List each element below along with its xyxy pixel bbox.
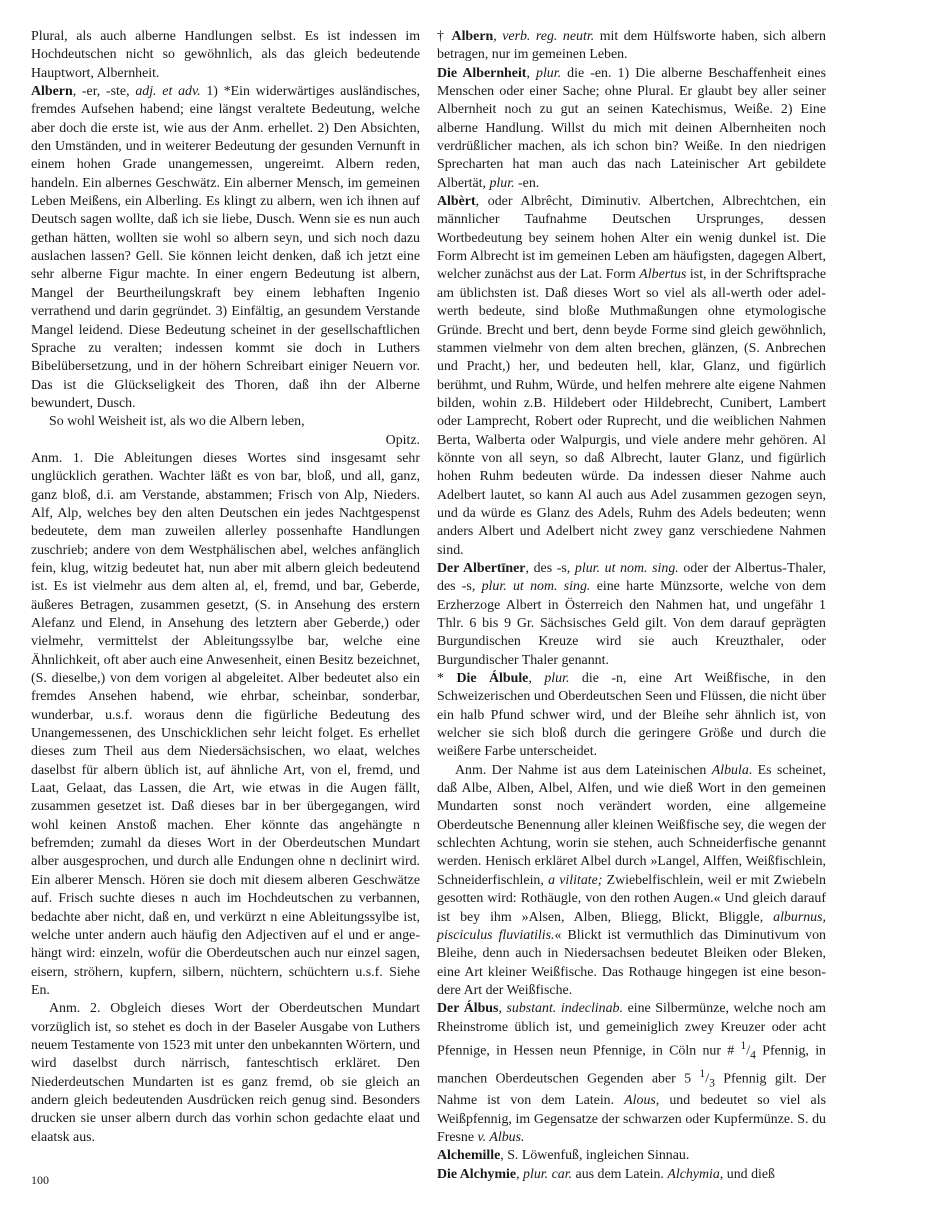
- right-column: † Albern, verb. reg. neutr. mit dem Hülfsworte haben, sich albern betragen, nur im gemeinen Leben. Die Albernheit, plur. die -en. 1) Die alberne Beschaffenheit eines Menschen oder einer Sache; ohne Plural. Er glaubt bey aller seiner Albernheit noch zu gut an seinen Katechismus, Weiße. 2) Eine alberne Handlung. Willst du mich mit deinen Albernheiten noch verdrüßlicher machen, als ich schon bin? Weiße. In den niedrigen Sprecharten hat man auch das nach Lateinischer Art gebildete Albertät, plur. -en. Albèrt, oder Albrêcht, Diminutiv. Albertchen, Albrechtchen, ein männlicher Taufnahme Deutschen Ursprunges, dessen Wortbedeutung bey seinem hohen Alter ein wenig dunkel ist. Die Form Albrecht ist im gemeinen Leben am häufigsten, dagegen Albert, welcher zunächst aus der Lat. Form Albertus ist, in der Schriftsprache am üblichsten ist. Daß dieses Wort so viel als all-werth oder adel-werth bedeute, sind bloße Muthmaßungen ohne etymologische Gründe. Brecht und bert, denn beyde Forme sind gleich gewöhnlich, stammen vielmehr von dem alten brechen, glänzen, (S. Anbrechen und Pracht,) her, und bedeuten hell, klar, Glanz, und figürlich berühmt, und Ruhm, Würde, und helfen mehrere alte eigene Nahmen bilden, wohin z.B. Hildebert oder Hildebrecht, Cunibert, Lambert oder Lamprecht, Robert oder Ruprecht, und die weiblichen Nahmen Berta, Walberta oder Walpurgis, und viele andere mehr gehören. Al könnte von all seyn, so daß Albrecht, lauter Glanz, und figürlich hohen Ruhm bedeuten würde. Da indessen dieser Nahme auch Adelbert lautet, so kann Al auch aus Adel zusammen gezogen seyn, und da würde es Glanz des Adels, Ruhm des Adels bedeuten; wenn anders Albert und Adelbert nicht zwey ganz verschiedene Nahmen sind. Der Albertīner, des -s, plur. ut nom. sing. oder der Albertus-Thaler, des -s, plur. ut nom. sing. eine harte Münzsorte, welche von dem Erzherzoge Albert in Österreich den Nahmen hat, und ungefähr 1 Thlr. 6 bis 9 Gr. Sächsisches Geld gilt. Von dem darauf geprägten Burgundischen Kreuze wird sie auch Kreuzthaler, oder Burgundischer Thaler genannt. * Die Álbule, plur. die -n, eine Art Weißfische, in den Schweizerischen und Oberdeutschen Seen und Flüssen, die nicht über ein halb Pfund schwer wird, und der Bleihe sehr ähnlich ist, von welcher sie sich bloß durch die geringere Größe und durch die weißere Farbe unterscheidet. Anm. Der Nahme ist aus dem Lateinischen Albula. Es scheinet, daß Albe, Alben, Albel, Alfen, und wie dieß Wort in den gemeinen Mundarten sonst noch verändert worden, eine allgemeine Oberdeutsche Benennung aller kleinen Weißfische sey, die wegen der schlechten Achtung, worin sie stehen, auch Schneiderfische genannt werden. Henisch erkläret Albel durch »Langel, Alffen, Weißfischlein, Schneiderfischlein, a vilitate; Zwiebelfischlein, weil er mit Zwiebeln gesotten wird: Rothäugle, von den rothen Augen.« Und gleich darauf ist bey ihm »Alsen, Alben, Bliegg, Blickt, Bliggle, alburnus, pisciculus fluviatilis.« Blickt ist vermuthlich das Diminutivum von Bleihe, denn auch in Niedersachsen bedeutet Bleiken oder Bleken, eine Art kleiner Weißfische. Das Rothauge hingegen ist eine besondere Art der Weißfische. Der Álbus, substant. indeclinab. eine Silbermünze, welche noch am Rheinstrome üblich ist, und gemeiniglich zwey Kreuzer oder acht Pfennige, in Hessen neun Pfennige, in Cöln nur # $^1/_4$ Pfennig, in manchen Oberdeutschen Gegenden aber 5 $^1/_3$ Pfennig gilt. Der Nahme ist von dem Latein. Alous, und bedeutet so viel als Weißpfennig, im Gegensatze der schwarzen oder Kupfermünze. S. du Fresne v. Albus. Alchemille, S. Löwenfuß, ingleichen Sinnau. Die Alchymie, plur. car. aus dem Latein. Alchymia, und dieß: [437, 29, 827, 1182]
- page-number: 100: [31, 1173, 49, 1187]
- left-column: Plural, als auch alberne Handlungen selbst. Es ist indessen im Hochdeutschen nicht so gewöhnlich, als das gleich bedeutende Hauptwort, Albernheit. Albern, -er, -ste, adj. et adv. 1) *Ein widerwärtiges ausländisches, fremdes Aufsehen habend; eine längst veraltete Bedeutung, welche aber doch die erste ist, wie aus der Anm. erhellet. 2) Den Absichten, den Umständen, und in weiterer Bedeutung der gesunden Vernunft in einem hohen Grade unangemessen, ungereimt. Albern reden, handeln. Ein albernes Geschwätz. Ein alberner Mensch, im gemeinen Leben Meißens, ein Alberling. Es klingt zu albern, wen ich ihnen auf Deutsch sagen wollte, daß ich sie liebe, Dusch. Wenn sie es nun auch gethan hätten, wollten sie wohl so albern seyn, und sich noch dazu auslachen lassen? Gell. Sie können leicht denken, daß ich jetzt eine sehr alberne Figur machte. In einer engern Bedeutung ist albern, Mangel der Beurtheilungskraft bey einem lebhaften Ingenio verrathend und darin gegründet. 3) Einfältig, an gesundem Verstande Mangel leidend. Diese Bedeutung scheinet in der gesellschaftlichen Sprache zu veralten; indessen kommt sie doch in Luthers Bibelübersetzung, und in der höhern Schreibart einiger Neuern vor. Das ist die Glückseligkeit des Thoren, daß ihn der Alberne bewundert, Dusch. So wohl Weisheit ist, als wo die Albern leben, Opitz. Anm. 1. Die Ableitungen dieses Wortes sind insgesamt sehr unglücklich gerathen. Wachter läßt es von bar, bloß, und all, ganz, ganz bloß, d.i. am Verstande, abstammen; Frisch von Alp, Nieders. Alf, Alp, welches bey den alten Deutschen ein jedes Nachtgespenst bedeutete, dem man zuweilen allerley possenhafte Handlungen zuschrieb; andere von dem Westphälischen abel, welches anfänglich fein, klug, witzig bedeutet hat, nun aber mit albern gleich bedeutend ist. Es ist vielmehr aus dem alten al, el, fremd, und bar, Geberde, äußeres Betragen, zusammen gesetzt, (S. in Ansehung des erstern Alefanz und Elend, in Ansehung des letztern aber Geberde,) oder vielmehr, vermittelst der Ableitungssylbe bar, welche eine Ähnlichkeit, oft aber auch eine Anwesenheit, einen Besitz bezeichnet, (S. dieselbe,) von dem vorigen al abgeleitet. Alber bedeutet also ein fremdes Ansehen habend, wie ehrbar, scheinbar, sonderbar, wunderbar, u.s.f. woraus denn die figürliche Bedeutung des Unangemessenen, des Unschicklichen sehr leicht folget. Es erhellet dieses zum Theil aus dem Niedersächsischen, wo elaat, welches daselbst für albern üblich ist, auf ähnliche Art, von el, fremd, und Laat, Gelaat, das Lassen, die Art, wie etwas in die Augen fällt, zusammen gesetzet ist. Daß dieses bar in ber übergegangen, wird wohl keinen Anstoß machen. Eher könnte das angehängte n befremden; zumahl da dieses Wort in der Oberdeutschen Mundart alber ausgesprochen, und durch alle Endungen ohne n declinirt wird. Ein alberer Mensch. Hören sie doch mit diesem alberen Geschwätze auf. Frisch suchte dieses n auch im Hochdeutschen zu verbannen, bedachte aber nicht, daß en, und verkürzt n eine Ableitungssylbe ist, welche unter andern auch häufig den Adjectiven auf el und er angehängt wird: einzeln, wofür die Oberdeutschen auch nur einzel sagen, eisern, ströhern, kupfern, silbern, nüchtern, schüchtern u.s.f. Siehe En. Anm. 2. Obgleich dieses Wort der Oberdeutschen Mundart vorzüglich ist, so stehet es doch in der Baseler Ausgabe von Luthers neuem Testamente von 1523 mit unter den unbekannten Wörtern, und wird daselbst durch närrisch, fanteschtisch erkläret. Den Niederdeutschen Mundarten ist es ganz fremd, ob sie gleich an andern gleich bedeutenden Ausdrücken reich genug sind. Besonders drucken sie unser albern durch das vorhin schon gedachte elaat und elaatsk aus.: [31, 29, 420, 1145]
